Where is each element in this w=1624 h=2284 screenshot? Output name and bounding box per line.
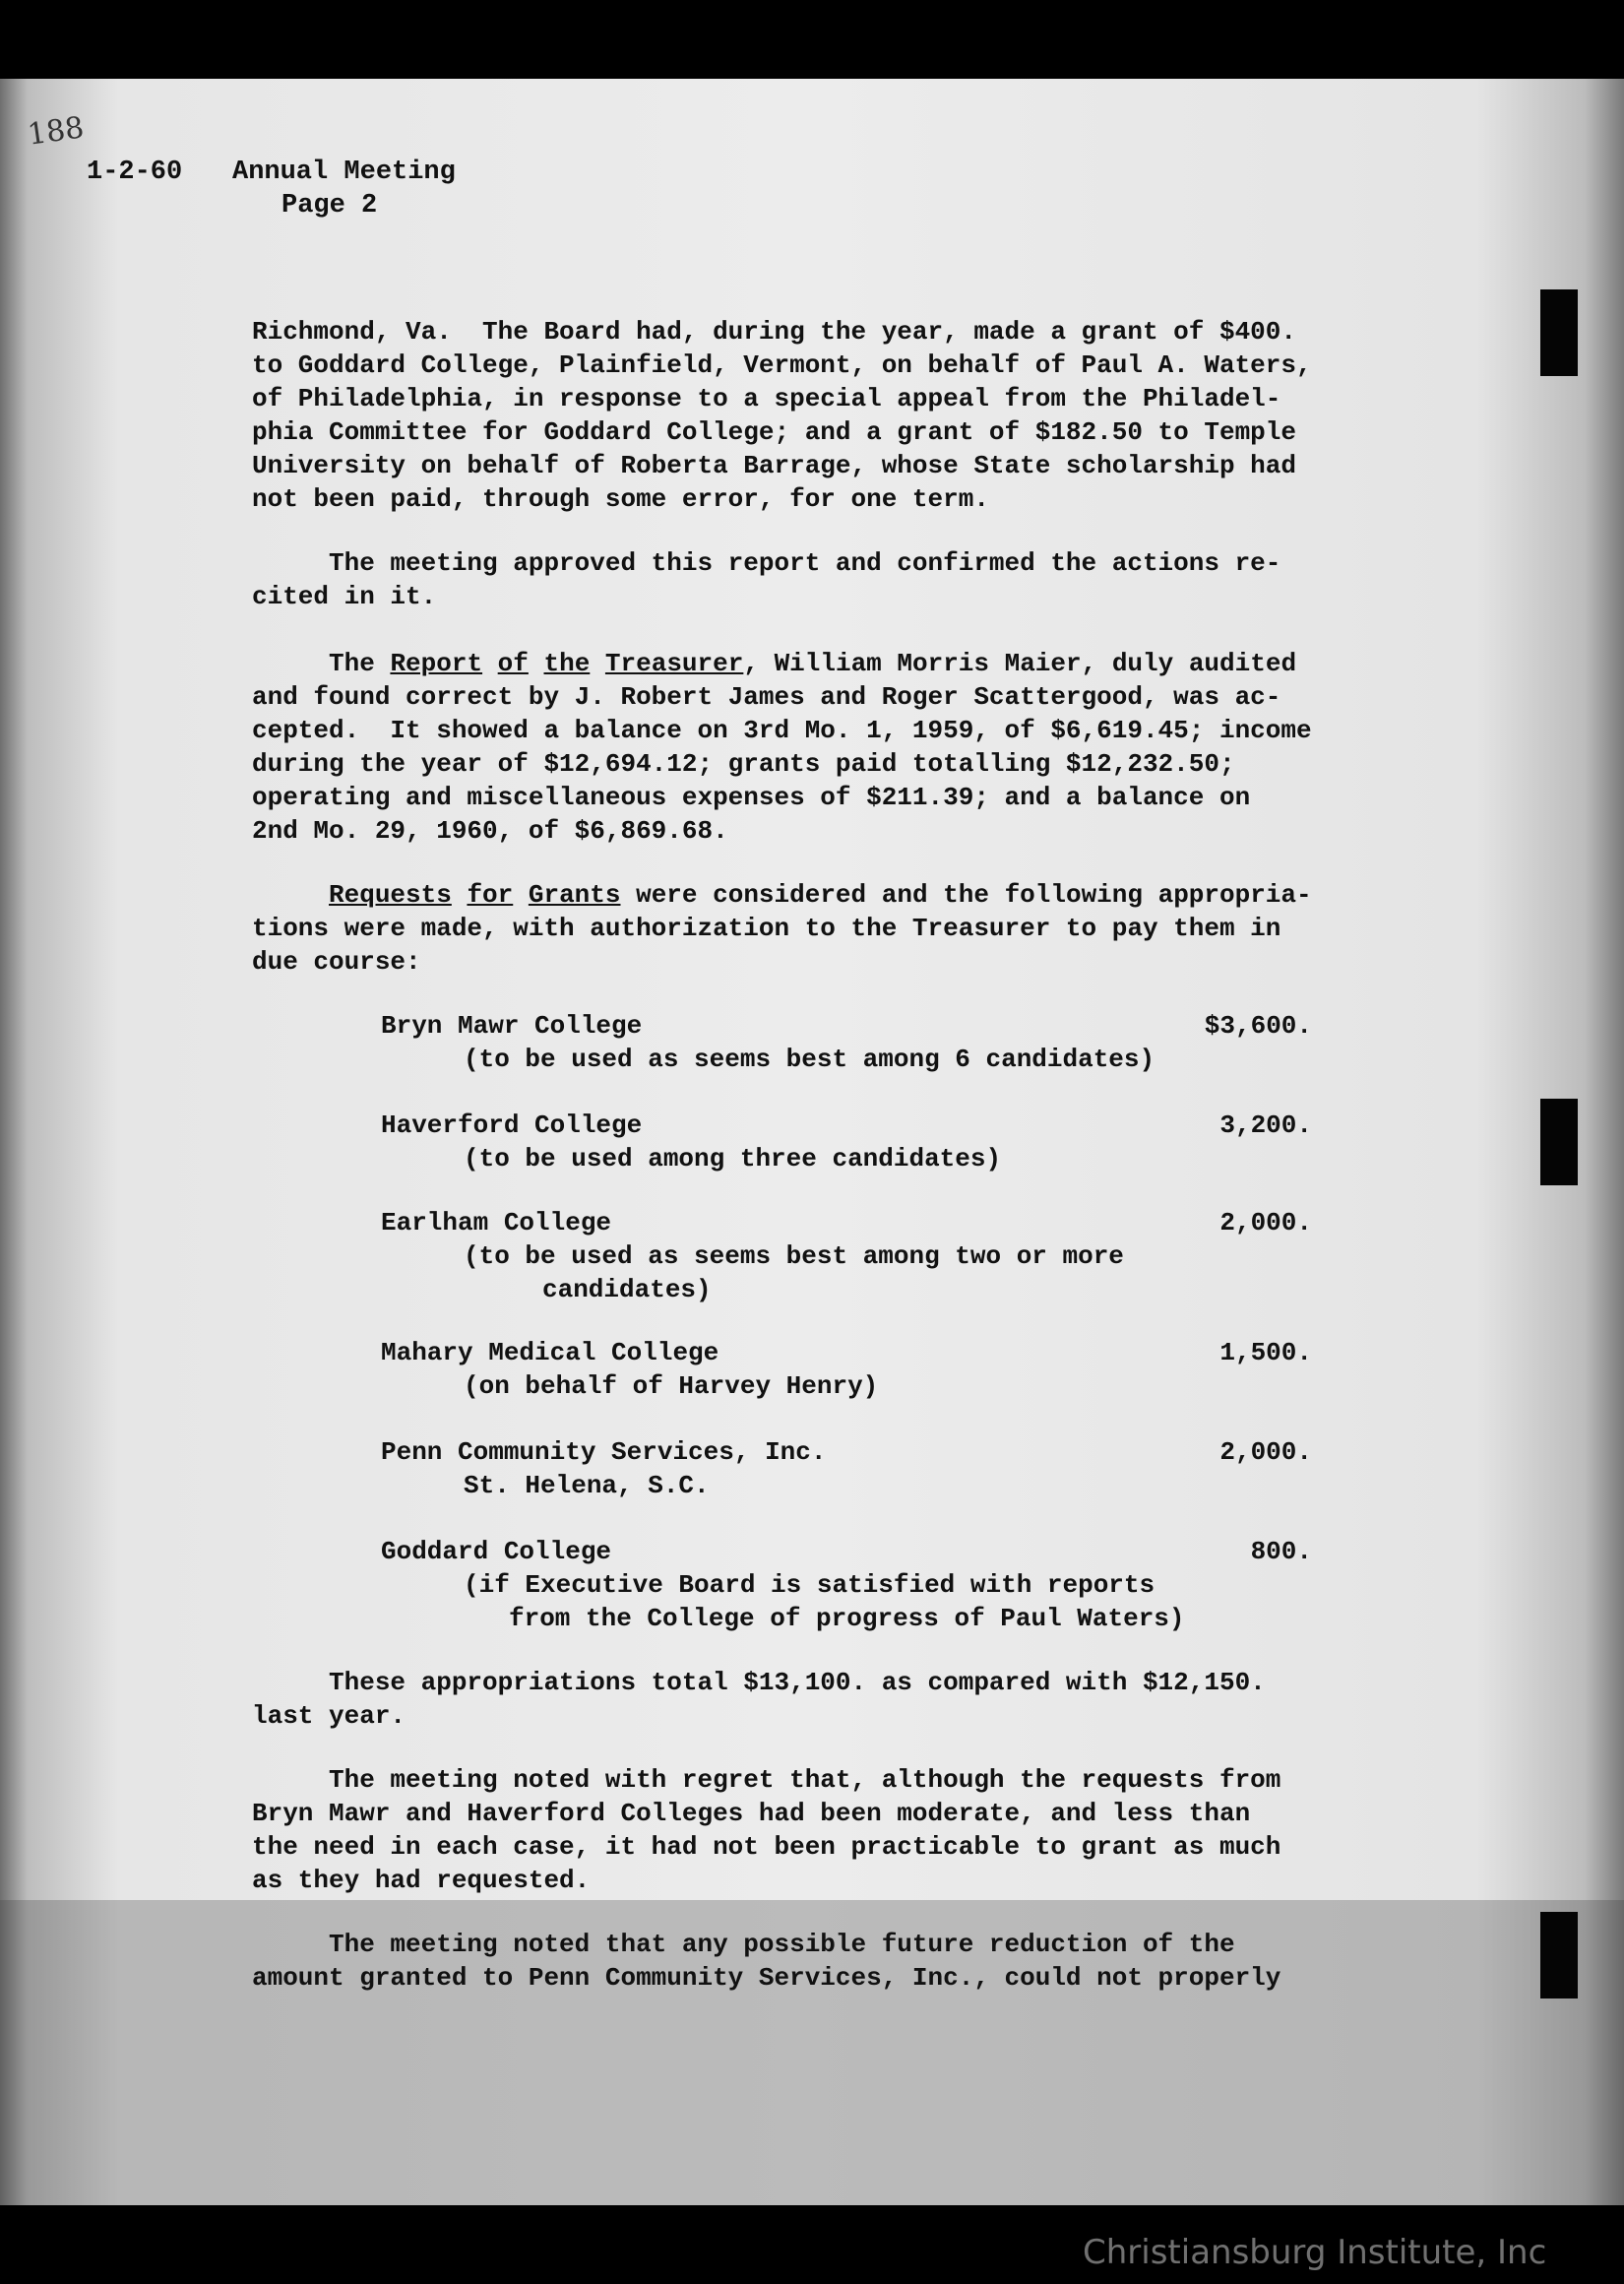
grant-penn-community: Penn Community Services, Inc. St. Helena, S.C. 2,000. <box>381 1437 1312 1500</box>
paragraph-requests-for-grants: Requests for Grants were considered and the following appropria- tions were made, with authorization to the Treasurer to pay them in due course: <box>252 880 1312 977</box>
paragraph-richmond: Richmond, Va. The Board had, during the year, made a grant of $400. to Goddard College, Plainfield, Vermont, on behalf of Paul A. Waters, of Philadelphia, in response to a special appeal from the Philadel- phia Committee for Goddard College; and a grant of $182.50 to Temple University on behalf of Roberta Barrage, whose State scholarship had not been paid, through some error, for one term. <box>252 317 1312 514</box>
header-date: 1-2-60 <box>87 158 183 187</box>
document-page <box>0 79 1624 2272</box>
grant-amount: 3,200. <box>1219 1110 1312 1140</box>
binding-mark-bottom <box>1540 1912 1578 1998</box>
paragraph-treasurer-report: The Report of the Treasurer, William Morris Maier, duly audited and found correct by J. Robert James and Roger Scattergood, was ac- cepted. It showed a balance on 3rd Mo. 1, 1959, of $6,619.45; income during the year of $12,694.12; grants paid totalling $12,232.50; operating and miscellaneous expenses of $211.39; and a balance on 2nd Mo. 29, 1960, of $6,869.68. <box>252 649 1312 846</box>
handwritten-page-number: 188 <box>25 110 87 153</box>
header-page: Page 2 <box>281 191 378 221</box>
paragraph-regret: The meeting noted with regret that, although the requests from Bryn Mawr and Haverford Colleges had been moderate, and less than the need in each case, it had not been practicable to grant as much as they had requested. <box>252 1765 1281 1895</box>
paragraph-penn-reduction: The meeting noted that any possible future reduction of the amount granted to Penn Community Services, Inc., could not properly <box>252 1930 1281 1993</box>
grant-amount: 800. <box>1250 1537 1312 1566</box>
binding-mark-top <box>1540 289 1578 376</box>
header-title: Annual Meeting <box>232 158 456 187</box>
paragraph-approval: The meeting approved this report and confirmed the actions re- cited in it. <box>252 548 1281 611</box>
grant-haverford: Haverford College (to be used among three candidates) 3,200. <box>381 1110 1312 1174</box>
paragraph-appropriations-total: These appropriations total $13,100. as compared with $12,150. last year. <box>252 1668 1266 1731</box>
watermark: Christiansburg Institute, Inc <box>1083 2233 1547 2272</box>
binding-mark-middle <box>1540 1099 1578 1185</box>
grant-amount: 1,500. <box>1219 1338 1312 1367</box>
grant-bryn-mawr: Bryn Mawr College (to be used as seems best among 6 candidates) $3,600. <box>381 1011 1312 1074</box>
grant-amount: 2,000. <box>1219 1437 1312 1467</box>
grant-amount: 2,000. <box>1219 1208 1312 1237</box>
grant-goddard: Goddard College (if Executive Board is satisfied with reports from the College of progress of Paul Waters) 800. <box>381 1537 1312 1633</box>
grant-earlham: Earlham College (to be used as seems best among two or more candidates) 2,000. <box>381 1208 1312 1304</box>
grant-mahary-medical: Mahary Medical College (on behalf of Harvey Henry) 1,500. <box>381 1338 1312 1401</box>
grant-amount: $3,600. <box>1204 1011 1312 1041</box>
